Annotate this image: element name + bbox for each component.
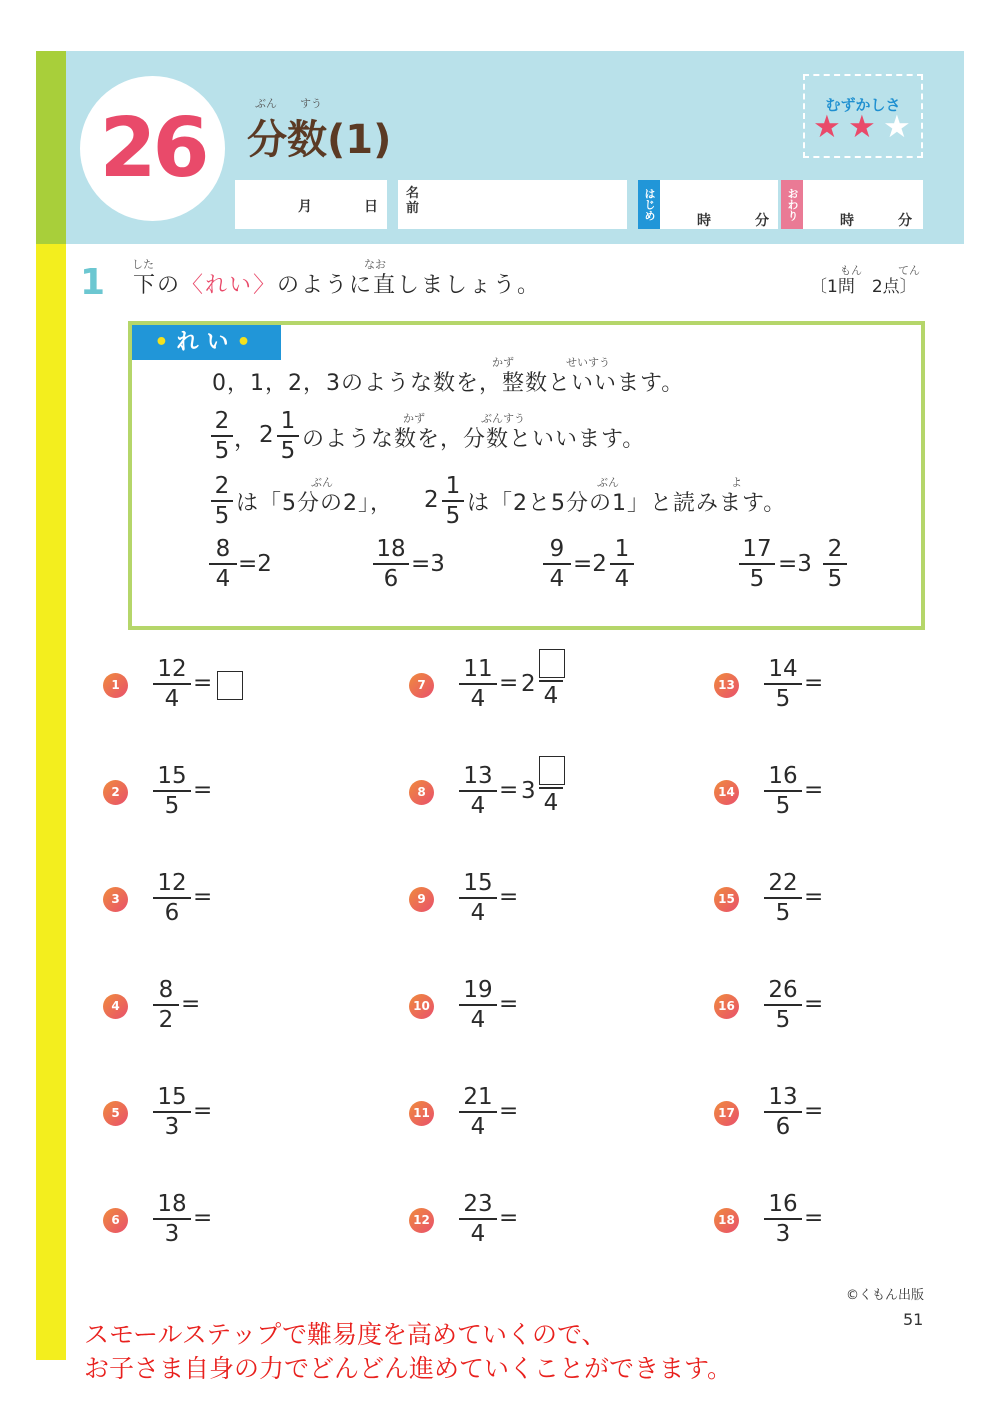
lesson-title: 分数(1) <box>247 117 392 163</box>
footer-caption <box>84 1318 732 1386</box>
ruby-nao: なお <box>364 258 386 271</box>
problem-fraction: 15 5 <box>153 764 191 818</box>
example-line-1: 0，1，2，3のような数を，整数といいます。 <box>212 371 685 396</box>
equals-sign: = <box>193 884 213 910</box>
problem-item <box>714 978 994 1038</box>
example-eq-fraction: 8 4 <box>209 537 237 591</box>
ruby-bun: ぶん <box>311 476 333 489</box>
star-icon: ★ <box>848 109 876 145</box>
end-minute-label: 分 <box>898 213 912 229</box>
start-minute-label: 分 <box>755 213 769 229</box>
footer-line-1: スモールステップで難易度を高めていくので、 <box>84 1320 607 1349</box>
example-eq-result: =2 <box>238 551 272 577</box>
problem-number: 1 <box>103 673 128 698</box>
problem-number: 12 <box>409 1208 434 1233</box>
example-eq-result: =2 <box>573 551 607 577</box>
equals-sign: = <box>499 1205 519 1231</box>
equals-sign: = <box>804 670 824 696</box>
equals-sign: = <box>804 884 824 910</box>
problem-fraction: 21 4 <box>459 1085 497 1139</box>
lesson-number: 26 <box>80 76 225 221</box>
copyright: ©くもん出版 <box>846 1288 925 1303</box>
mixed-whole: 2 <box>424 487 439 513</box>
problem-item <box>409 657 689 717</box>
equals-sign: = <box>499 991 519 1017</box>
ruby-kazu: かず <box>492 356 514 369</box>
problem-fraction: 26 5 <box>764 978 802 1032</box>
example-tag: •れい• <box>132 325 281 360</box>
problem-item <box>409 1085 689 1145</box>
equals-sign: = <box>181 991 201 1017</box>
equals-sign: = <box>499 670 519 696</box>
problem-fraction: 8 2 <box>153 978 179 1032</box>
example-fraction: 2 5 <box>211 474 233 528</box>
example-eq-result: =3 <box>411 551 445 577</box>
problem-item <box>409 978 689 1038</box>
problem-item <box>409 764 689 824</box>
start-tag: はじめ <box>638 180 660 229</box>
problem-fraction: 14 5 <box>764 657 802 711</box>
equals-sign: = <box>193 777 213 803</box>
problem-number: 10 <box>409 994 434 1019</box>
problem-item <box>714 764 994 824</box>
equals-sign: = <box>804 777 824 803</box>
example-mixed-fraction: 1 5 <box>277 409 299 463</box>
problem-item <box>103 1192 383 1252</box>
problem-fraction: 15 4 <box>459 871 497 925</box>
problem-fraction: 18 3 <box>153 1192 191 1246</box>
name-field[interactable] <box>398 180 627 229</box>
mixed-whole: 2 <box>259 422 274 448</box>
equals-sign: = <box>804 1098 824 1124</box>
example-line-3b: は「2と5分の1」と読みます。 <box>467 491 787 516</box>
problem-fraction: 16 5 <box>764 764 802 818</box>
problem-number: 8 <box>409 780 434 805</box>
ruby-bun-2: ぶん <box>597 476 619 489</box>
problem-number: 6 <box>103 1208 128 1233</box>
star-icon: ★ <box>883 109 911 145</box>
footer-line-2: お子さま自身の力でどんどん進めていくことができます。 <box>84 1354 733 1383</box>
title-ruby-bun: ぶん <box>255 97 277 110</box>
equals-sign: = <box>193 670 213 696</box>
answer-box[interactable] <box>217 671 243 700</box>
problem-number: 4 <box>103 994 128 1019</box>
problem-fraction: 19 4 <box>459 978 497 1032</box>
problem-item <box>103 657 383 717</box>
end-tag: おわり <box>781 180 803 229</box>
example-fraction: 2 5 <box>211 409 233 463</box>
day-label: 日 <box>364 199 378 215</box>
problem-number: 18 <box>714 1208 739 1233</box>
mixed-whole: 3 <box>521 778 536 804</box>
instruction: 下の〈れい〉のように直しましょう。 <box>133 273 542 298</box>
problem-fraction: 13 4 <box>459 764 497 818</box>
points-label: 〔1問 2点〕 <box>810 277 917 297</box>
problem-number: 17 <box>714 1101 739 1126</box>
equals-sign: = <box>804 1205 824 1231</box>
problem-item <box>103 1085 383 1145</box>
equals-sign: = <box>499 777 519 803</box>
problem-number: 15 <box>714 887 739 912</box>
problem-number: 11 <box>409 1101 434 1126</box>
instruction-highlight: 〈れい〉 <box>181 273 278 298</box>
problem-item <box>714 1085 994 1145</box>
example-mixed-fraction: 1 5 <box>442 474 464 528</box>
problem-fraction: 23 4 <box>459 1192 497 1246</box>
side-bar-top <box>36 51 66 244</box>
problem-number: 2 <box>103 780 128 805</box>
answer-fraction: 4 <box>539 649 563 708</box>
ruby-yo: よ <box>731 476 742 489</box>
title-ruby-su: すう <box>300 97 322 110</box>
month-label: 月 <box>298 199 312 215</box>
equals-sign: = <box>499 1098 519 1124</box>
problem-item <box>714 1192 994 1252</box>
problem-item <box>714 871 994 931</box>
equals-sign: = <box>804 991 824 1017</box>
problem-fraction: 11 4 <box>459 657 497 711</box>
problem-number: 14 <box>714 780 739 805</box>
page-number: 51 <box>903 1310 924 1329</box>
difficulty-label: むずかしさ <box>825 96 901 114</box>
end-hour-label: 時 <box>840 213 854 229</box>
problem-item <box>103 871 383 931</box>
ruby-mon: もん <box>840 264 862 277</box>
ruby-bunsuu: ぶんすう <box>481 412 525 425</box>
problem-fraction: 16 3 <box>764 1192 802 1246</box>
problem-item <box>714 657 994 717</box>
example-eq-fraction: 18 6 <box>373 537 409 591</box>
ruby-shita: した <box>132 258 154 271</box>
section-number: 1 <box>80 262 106 303</box>
problem-number: 13 <box>714 673 739 698</box>
problem-fraction: 13 6 <box>764 1085 802 1139</box>
problem-number: 3 <box>103 887 128 912</box>
example-line-3a: は「5分の2」， <box>236 491 393 516</box>
example-eq-remainder: 2 5 <box>823 537 847 591</box>
problem-number: 7 <box>409 673 434 698</box>
problem-item <box>409 871 689 931</box>
problem-fraction: 12 6 <box>153 871 191 925</box>
answer-box[interactable] <box>539 756 565 785</box>
ruby-ten: てん <box>898 264 920 277</box>
answer-fraction: 4 <box>539 756 563 815</box>
example-line-2: のような数を，分数といいます。 <box>302 427 646 452</box>
problem-item <box>409 1192 689 1252</box>
star-icon: ★ <box>813 109 841 145</box>
start-hour-label: 時 <box>697 213 711 229</box>
ruby-kazu-2: かず <box>403 412 425 425</box>
answer-box[interactable] <box>539 649 565 678</box>
mixed-whole: 2 <box>521 671 536 697</box>
name-label: 名前 <box>406 186 420 216</box>
example-eq-result: =3 <box>778 551 812 577</box>
problem-number: 16 <box>714 994 739 1019</box>
problem-number: 5 <box>103 1101 128 1126</box>
equals-sign: = <box>499 884 519 910</box>
problem-item <box>103 764 383 824</box>
comma: ， <box>234 426 257 452</box>
problem-item <box>103 978 383 1038</box>
example-eq-remainder: 1 4 <box>610 537 634 591</box>
problem-fraction: 12 4 <box>153 657 191 711</box>
problem-number: 9 <box>409 887 434 912</box>
example-eq-fraction: 9 4 <box>543 537 571 591</box>
difficulty-box <box>803 74 923 158</box>
equals-sign: = <box>193 1098 213 1124</box>
example-eq-fraction: 17 5 <box>739 537 775 591</box>
problem-fraction: 22 5 <box>764 871 802 925</box>
equals-sign: = <box>193 1205 213 1231</box>
ruby-seisuu: せいすう <box>566 356 610 369</box>
side-bar <box>36 244 66 1360</box>
problem-fraction: 15 3 <box>153 1085 191 1139</box>
